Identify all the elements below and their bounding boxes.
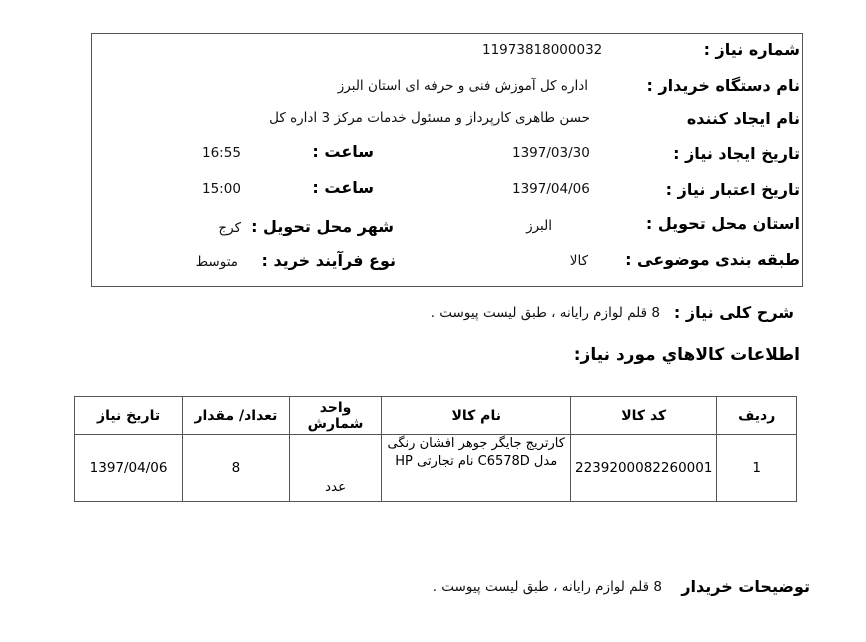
process-label: نوع فرآیند خرید : [261, 251, 396, 270]
cell-unit: عدد [289, 435, 382, 502]
buyer-org-value: اداره کل آموزش فنی و حرفه ای استان البرز [337, 78, 588, 94]
validity-time-label: ساعت : [312, 178, 374, 197]
need-number-label: شماره نیاز : [703, 40, 800, 59]
summary-value: 8 قلم لوازم رایانه ، طبق لیست پیوست . [430, 305, 660, 321]
created-date-label: تاریخ ایجاد نیاز : [673, 144, 800, 163]
validity-time-value: 15:00 [202, 181, 241, 197]
goods-table [74, 396, 797, 502]
created-date-value: 1397/03/30 [512, 145, 590, 161]
process-value: متوسط [195, 254, 238, 270]
goods-heading: اطلاعات کالاهاي مورد نياز: [573, 345, 800, 365]
creator-label: نام ایجاد کننده [686, 109, 800, 128]
category-value: کالا [569, 253, 588, 269]
header-date: تاریخ نیاز [75, 397, 183, 435]
created-time-value: 16:55 [202, 145, 241, 161]
province-label: استان محل تحویل : [645, 214, 800, 233]
cell-code: 2239200082260001 [571, 435, 717, 502]
header-qty: تعداد/ مقدار [183, 397, 290, 435]
need-number-value: 11973818000032 [482, 42, 603, 58]
creator-value: حسن طاهری کارپرداز و مسئول خدمات مرکز 3 اداره کل [269, 110, 590, 126]
cell-name: کارتریج جایگر جوهر افشان رنگی مدل C6578D نام تجارتی HP [382, 435, 571, 502]
buyer-notes-value: 8 قلم لوازم رایانه ، طبق لیست پیوست . [432, 579, 662, 595]
header-name: نام کالا [382, 397, 571, 435]
buyer-org-label: نام دستگاه خریدار : [646, 76, 800, 95]
summary-label: شرح کلی نیاز : [673, 303, 794, 322]
header-row-number: ردیف [717, 397, 797, 435]
cell-date: 1397/04/06 [75, 435, 183, 502]
province-value: البرز [526, 218, 552, 234]
table-header-row [75, 397, 797, 435]
validity-date-label: تاریخ اعتبار نیاز : [665, 180, 800, 199]
city-label: شهر محل تحویل : [251, 217, 394, 236]
validity-date-value: 1397/04/06 [512, 181, 590, 197]
header-unit: واحد شمارش [289, 397, 382, 435]
cell-qty: 8 [183, 435, 290, 502]
buyer-notes-label: توضیحات خریدار [681, 577, 810, 596]
cell-row-number: 1 [717, 435, 797, 502]
city-value: کرج [218, 220, 241, 236]
table-row [75, 435, 797, 502]
created-time-label: ساعت : [312, 142, 374, 161]
header-code: کد کالا [571, 397, 717, 435]
category-label: طبقه بندی موضوعی : [625, 250, 800, 269]
